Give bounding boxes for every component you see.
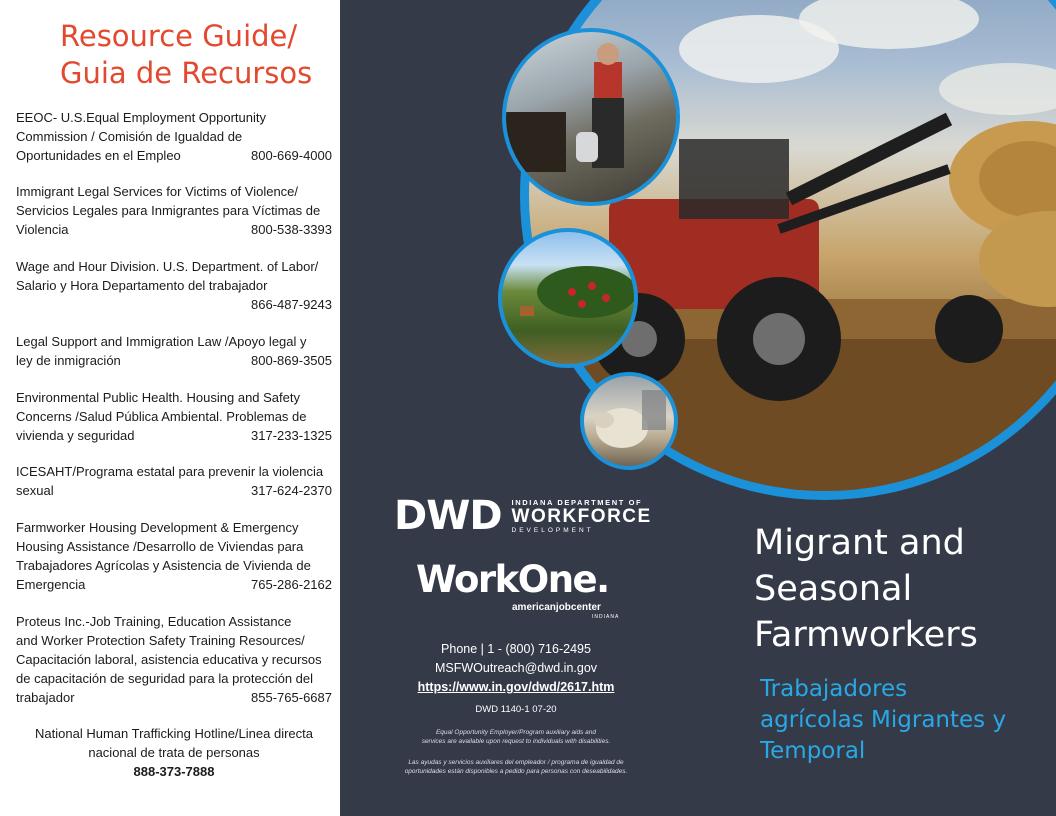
resource-phone: 317-624-2370	[251, 483, 332, 498]
orchard-illustration	[502, 232, 634, 364]
contact-url-link[interactable]: https://www.in.gov/dwd/2617.htm	[417, 680, 615, 694]
resource-icesaht	[16, 462, 332, 500]
resource-guide-title	[60, 18, 312, 92]
resource-line	[16, 295, 332, 314]
resource-line: Trabajadores Agrícolas y Asistencia de Vivienda de	[16, 558, 311, 573]
farmer-illustration	[506, 32, 676, 202]
workone-logo: WorkOne.	[416, 558, 609, 601]
cover-title-spanish: Trabajadores agrícolas Migrantes y Temporal	[760, 676, 1007, 764]
resource-line: Legal Support and Immigration Law /Apoyo legal y	[16, 334, 307, 349]
dwd-logo	[394, 493, 652, 539]
resource-immigrant-legal	[16, 182, 332, 239]
american-job-center-indiana: INDIANA	[592, 614, 620, 620]
resource-line: Servicios Legales para Inmigrantes para Víctimas de	[16, 203, 321, 218]
resource-line: sexual 317-624-2370	[16, 483, 332, 498]
apple-orchard-photo	[498, 228, 638, 368]
document-number: DWD 1140-1 07-20	[475, 704, 557, 715]
resource-line: Violencia 800-538-3393	[16, 222, 332, 237]
dairy-farmer-photo	[502, 28, 680, 206]
resource-legal-support	[16, 332, 332, 370]
resource-line: Housing Assistance /Desarrollo de Viviendas para	[16, 539, 304, 554]
resource-phone: 317-233-1325	[251, 428, 332, 443]
resource-line: Capacitación laboral, asistencia educativa y recursos	[16, 652, 322, 667]
resource-line: Commission / Comisión de Igualdad de	[16, 129, 243, 144]
eeo-statement-es: Las ayudas y servicios auxiliares del empleador / programa de igualdad de oportunidades están disponibles a pedido para personas con deseabilidades.	[404, 759, 628, 775]
guide-title-line-2: Guia de Recursos	[60, 56, 313, 90]
resource-line: vivienda y seguridad 317-233-1325	[16, 428, 332, 443]
human-trafficking-hotline: National Human Trafficking Hotline/Linea directa nacional de trata de personas 888-373-7888	[16, 724, 332, 781]
resource-line: Oportunidades en el Empleo 800-669-4000	[16, 148, 332, 163]
resource-line: Immigrant Legal Services for Victims of Violence/	[16, 184, 299, 199]
resource-eeoc	[16, 108, 332, 165]
sheep-illustration	[584, 376, 674, 466]
eeo-statement-en: Equal Opportunity Employer/Program auxiliary aids and services are available upon request to individuals with disabilities.	[421, 729, 611, 745]
resource-phone: 800-538-3393	[251, 222, 332, 237]
resource-line: de capacitación de seguridad para la protección del	[16, 671, 314, 686]
resource-line: Salario y Hora Departamento del trabajador	[16, 278, 268, 293]
resource-line: Farmworker Housing Development & Emergency	[16, 520, 299, 535]
resource-line: Emergencia 765-286-2162	[16, 577, 332, 592]
resource-line: EEOC- U.S.Equal Employment Opportunity	[16, 110, 266, 125]
american-job-center-logo: americanjobcenter	[512, 602, 601, 613]
cover-title-english: Migrant and Seasonal Farmworkers	[754, 523, 978, 655]
resource-line: trabajador 855-765-6687	[16, 690, 332, 705]
resource-line: Wage and Hour Division. U.S. Department. of Labor/	[16, 259, 319, 274]
dwd-logo-text: INDIANA DEPARTMENT OF WORKFORCE DEVELOPMENT	[511, 497, 652, 534]
resource-line: Concerns /Salud Pública Ambiental. Problemas de	[16, 409, 307, 424]
cover-panel	[340, 0, 1056, 816]
dwd-logo-mark: DWD	[394, 493, 502, 539]
resource-line: ley de inmigración 800-869-3505	[16, 353, 332, 368]
contact-email[interactable]: MSFWOutreach@dwd.in.gov	[434, 661, 598, 675]
resource-line: and Worker Protection Safety Training Resources/	[16, 633, 305, 648]
sheep-photo	[580, 372, 678, 470]
hotline-phone: 888-373-7888	[133, 764, 215, 779]
guide-title-line-1: Resource Guide/	[60, 19, 298, 53]
resource-line: Environmental Public Health. Housing and Safety	[16, 390, 300, 405]
resource-guide-panel	[0, 0, 340, 816]
contact-block	[370, 640, 662, 697]
resource-line: ICESAHT/Programa estatal para prevenir la violencia	[16, 464, 324, 479]
resource-wage-hour	[16, 257, 332, 314]
resource-environmental-health	[16, 388, 332, 445]
resource-phone: 866-487-9243	[251, 297, 332, 312]
resource-phone: 765-286-2162	[251, 577, 332, 592]
contact-phone: Phone | 1 - (800) 716-2495	[441, 642, 591, 656]
resource-phone: 800-869-3505	[251, 353, 332, 368]
resource-phone: 855-765-6687	[251, 690, 332, 705]
resource-farmworker-housing	[16, 518, 332, 594]
resource-phone: 800-669-4000	[251, 148, 332, 163]
resource-proteus	[16, 612, 332, 707]
resource-line: Proteus Inc.-Job Training, Education Assistance	[16, 614, 292, 629]
